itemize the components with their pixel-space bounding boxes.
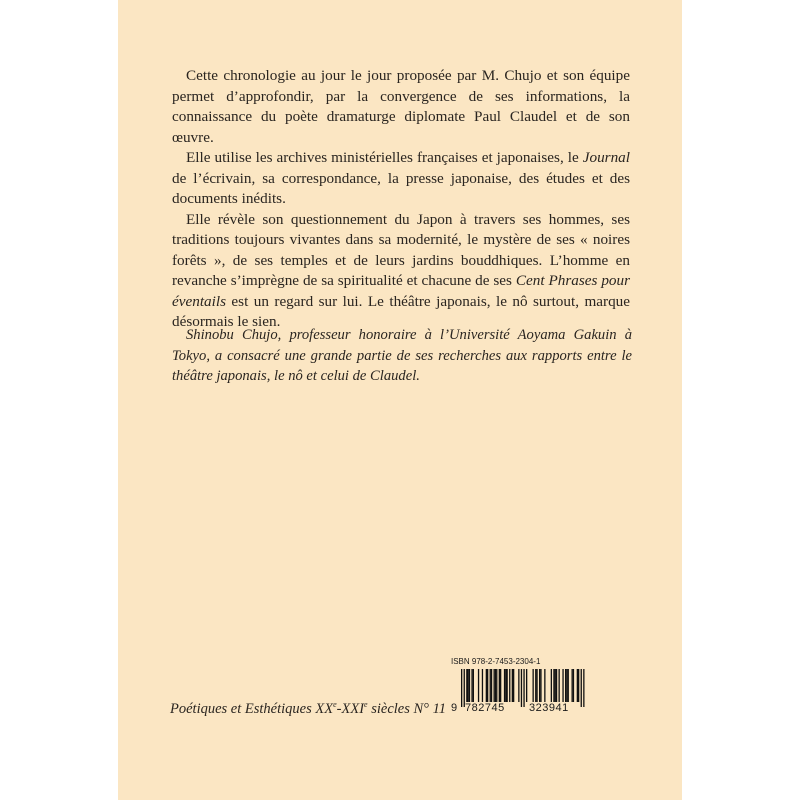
barcode-bar: [526, 669, 527, 702]
barcode-bar: [466, 669, 467, 702]
blurb-paragraph-2: Elle utilise les archives ministérielles françaises et japonaises, le Journal de l’écrivain, sa correspondance, la presse japonaise, des études et des documents inédits.: [172, 149, 630, 207]
barcode-bar: [494, 669, 495, 702]
barcode-bar: [556, 669, 557, 702]
barcode-bar: [565, 669, 566, 702]
barcode-bar: [518, 669, 519, 702]
barcode-bar: [473, 669, 474, 702]
barcode-bar: [504, 669, 505, 702]
barcode-bar: [540, 669, 541, 702]
barcode-bar: [562, 669, 563, 702]
barcode-bar: [559, 669, 560, 702]
barcode-bar: [499, 669, 500, 702]
barcode-bar: [566, 669, 567, 702]
barcode-bar: [482, 669, 483, 702]
barcode-bar: [539, 669, 540, 702]
barcode-bar: [512, 669, 513, 702]
barcode-bar: [468, 669, 469, 702]
blurb-paragraph-3: Elle révèle son questionnement du Japon à travers ses hommes, ses traditions toujours vivantes dans sa modernité, le mystère de ses « noires forêts », de ses temples et de leurs jardins bouddhiques. L’homme en revanche s’imprègne de sa spiritualité et chacune de ses Cent Phrases pour éventails est un regard sur lui. Le théâtre japonais, le nô surtout, marque désormais le sien.: [172, 210, 631, 330]
barcode-bar: [500, 669, 501, 702]
barcode-bar: [505, 669, 506, 702]
barcode-bar: [535, 669, 536, 702]
barcode-bar: [572, 669, 573, 702]
isbn-barcode: [451, 657, 591, 717]
barcode-bar: [469, 669, 470, 702]
blurb-paragraph-1: Cette chronologie au jour le jour proposée par M. Chujo et son équipe permet d’approfondir, par la convergence de ses informations, la connaissance du poète dramaturge diplomate Paul Claudel et de son œuvre.: [172, 67, 630, 146]
barcode-bar: [471, 669, 472, 702]
barcode-bar: [536, 669, 537, 702]
series-title: Poétiques et Esthétiques XXe-XXIe siècles N° 11: [170, 700, 447, 717]
barcode-bar: [568, 669, 569, 702]
barcode-bar: [577, 669, 578, 702]
barcode-digits: [451, 702, 591, 716]
barcode-bar: [533, 669, 534, 702]
barcode-bar: [555, 669, 556, 702]
barcode-bar: [486, 669, 487, 702]
barcode-bar: [495, 669, 496, 702]
barcode-bar: [487, 669, 488, 702]
barcode-bar: [491, 669, 492, 702]
barcode-bar: [513, 669, 514, 702]
barcode-bar: [496, 669, 497, 702]
barcode-digits-left: 782745: [465, 702, 505, 714]
barcode-bar: [551, 669, 552, 702]
barcode-bar: [478, 669, 479, 702]
barcode-bar: [544, 669, 545, 702]
barcode-bar: [490, 669, 491, 702]
barcode-bar: [553, 669, 554, 702]
blurb-text: [172, 66, 630, 333]
author-bio: Shinobu Chujo, professeur honoraire à l’Université Aoyama Gakuin à Tokyo, a consacré une grande partie de ses recherches aux rapports entre le théâtre japonais, le nô et celui de Claudel.: [172, 327, 632, 384]
barcode-bar: [507, 669, 508, 702]
barcode-bar: [573, 669, 574, 702]
barcode-digits-right: 323941: [529, 702, 569, 714]
barcode-digit-first: 9: [451, 702, 458, 714]
barcode-bar: [578, 669, 579, 702]
isbn-label: ISBN 978-2-7453-2304-1: [451, 657, 541, 666]
back-cover: [118, 0, 682, 800]
barcode-bar: [509, 669, 510, 702]
